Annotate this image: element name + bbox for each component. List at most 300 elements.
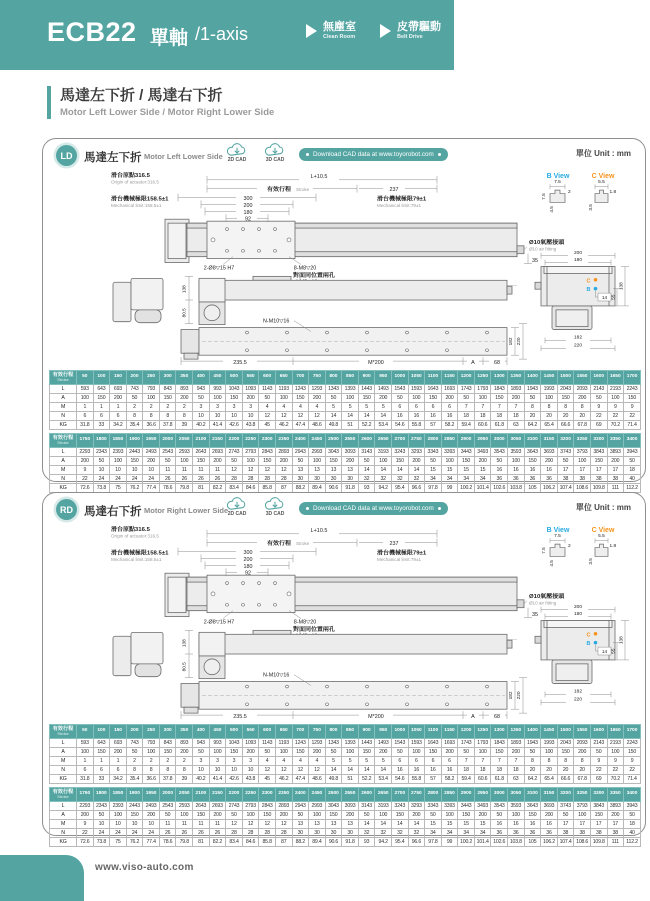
spec-cell: 4 — [259, 403, 276, 412]
spec-cell: 79.8 — [176, 838, 193, 847]
spec-cell: 50 — [226, 811, 243, 820]
spec-cell: 12 — [242, 820, 259, 829]
top-view-geometry — [165, 216, 524, 262]
spec-cell: 12 — [309, 766, 326, 775]
technical-drawing — [47, 520, 643, 722]
spec-cell: 34 — [441, 475, 458, 484]
stroke-table-1 — [49, 370, 641, 430]
spec-cell: 6 — [93, 766, 110, 775]
dim-200: 200 — [243, 202, 253, 209]
spec-cell: 200 — [342, 811, 359, 820]
spec-cell: 36 — [541, 829, 558, 838]
stroke-col-header: 3100 — [524, 434, 541, 448]
dim-m200: M*200 — [368, 714, 384, 721]
stroke-col-header: 1300 — [491, 725, 508, 739]
stroke-col-header: 2650 — [375, 788, 392, 802]
spec-cell: 30 — [292, 829, 309, 838]
stroke-col-header: 450 — [209, 371, 226, 385]
spec-cell: 6 — [441, 403, 458, 412]
panel-ld — [42, 138, 646, 491]
spec-cell: 10 — [110, 466, 127, 475]
spec-cell: 2493 — [143, 802, 160, 811]
end-dim-55: 55 — [611, 648, 617, 654]
stroke-col-header: 1400 — [524, 371, 541, 385]
spec-cell: 14 — [408, 820, 425, 829]
spec-cell: 100 — [309, 811, 326, 820]
spec-cell: 50 — [93, 457, 110, 466]
dim-35: 35 — [532, 612, 539, 619]
spec-cell: 7 — [474, 757, 491, 766]
spec-cell: 34 — [441, 829, 458, 838]
table-row — [50, 394, 641, 403]
row-label: KG — [50, 484, 77, 493]
spec-cell: 6 — [77, 766, 94, 775]
spec-cell: 593 — [77, 385, 94, 394]
row-label: L — [50, 448, 77, 457]
spec-cell: 200 — [607, 457, 624, 466]
spec-cell: 26 — [209, 829, 226, 838]
spec-cell: 32 — [375, 829, 392, 838]
table-row — [50, 403, 641, 412]
stroke-col-header: 150 — [110, 371, 127, 385]
dim-300: 300 — [243, 550, 253, 556]
row-label: A — [50, 457, 77, 466]
spec-cell: 18 — [491, 766, 508, 775]
spec-cell: 16 — [391, 766, 408, 775]
spec-cell: 16 — [524, 466, 541, 475]
spec-cell: 2 — [126, 757, 143, 766]
stroke-col-header: 1050 — [408, 371, 425, 385]
end-dim-55: 55 — [611, 294, 617, 300]
spec-cell: 6 — [425, 757, 442, 766]
stroke-col-header: 2350 — [275, 788, 292, 802]
spec-cell: 643 — [93, 385, 110, 394]
spec-cell: 16 — [541, 820, 558, 829]
spec-cell: 63 — [508, 421, 525, 430]
spec-cell: 3593 — [508, 448, 525, 457]
spec-cell: 17 — [607, 466, 624, 475]
spec-cell: 200 — [242, 394, 259, 403]
origin-label-en: Origin of actuator:316.5 — [111, 179, 159, 185]
spec-cell: 100 — [242, 811, 259, 820]
spec-cell: 5 — [375, 757, 392, 766]
b-width: 7.5 — [554, 534, 561, 540]
spec-cell: 200 — [408, 457, 425, 466]
spec-cell: 14 — [325, 412, 342, 421]
b-point-marker — [594, 641, 598, 645]
stroke-col-header: 3200 — [557, 788, 574, 802]
spec-cell: 8 — [541, 403, 558, 412]
spec-cell: 100 — [342, 748, 359, 757]
mech-limit-left-en: Mechanical limit:158.5±1 — [111, 202, 162, 208]
spec-cell: 57 — [425, 775, 442, 784]
footer-tab — [0, 855, 84, 901]
stroke-col-header: 2200 — [226, 434, 243, 448]
b-point-label: B — [586, 287, 591, 294]
end-dim-138: 138 — [619, 282, 625, 291]
spec-cell: 100.2 — [458, 484, 475, 493]
spec-cell: 38 — [607, 829, 624, 838]
spec-cell: 2093 — [574, 385, 591, 394]
spec-cell: 7 — [491, 757, 508, 766]
stroke-col-header: 2050 — [176, 788, 193, 802]
spec-cell: 150 — [159, 748, 176, 757]
origin-label-cjk: 滑台原點316.5 — [111, 172, 150, 179]
spec-cell: 28 — [226, 475, 243, 484]
spec-cell: 26 — [176, 829, 193, 838]
dim-180: 180 — [243, 209, 253, 216]
spec-cell: 50 — [458, 394, 475, 403]
spec-cell: 18 — [624, 820, 641, 829]
spec-cell: 2343 — [93, 802, 110, 811]
spec-cell: 1093 — [242, 739, 259, 748]
dim-220: 220 — [516, 337, 523, 346]
spec-cell: 1793 — [474, 385, 491, 394]
stroke-col-header: 2550 — [342, 434, 359, 448]
stroke-col-header: 2700 — [391, 434, 408, 448]
spec-cell: 96.6 — [408, 838, 425, 847]
spec-cell: 11 — [176, 820, 193, 829]
stroke-col-header: 3200 — [557, 434, 574, 448]
spec-cell: 78.6 — [159, 484, 176, 493]
spec-cell: 643 — [93, 739, 110, 748]
spec-cell: 3843 — [590, 448, 607, 457]
stroke-col-header: 2750 — [408, 434, 425, 448]
stroke-col-header: 700 — [292, 725, 309, 739]
spec-cell: 3643 — [524, 802, 541, 811]
spec-cell: 1343 — [325, 739, 342, 748]
spec-cell: 100 — [77, 748, 94, 757]
spec-cell: 42.6 — [226, 421, 243, 430]
spec-cell: 102.6 — [491, 838, 508, 847]
spec-cell: 100 — [110, 457, 127, 466]
end-dim-180: 180 — [574, 258, 582, 264]
m8-holes-label: 8-M8▽20 — [293, 619, 317, 626]
spec-cell: 51 — [342, 775, 359, 784]
end-dim-220: 220 — [574, 697, 582, 703]
spec-cell: 100 — [209, 394, 226, 403]
spec-cell: 50 — [358, 811, 375, 820]
spec-cell: 1243 — [292, 739, 309, 748]
spec-cell: 102.6 — [491, 484, 508, 493]
table-row — [50, 748, 641, 757]
spec-cell: 100 — [474, 394, 491, 403]
spec-cell: 5 — [325, 757, 342, 766]
spec-cell: 3243 — [391, 448, 408, 457]
spec-cell: 109.8 — [590, 838, 607, 847]
spec-cell: 15 — [458, 466, 475, 475]
spec-cell: 24 — [143, 829, 160, 838]
spec-cell: 75 — [110, 838, 127, 847]
side-view-geometry — [113, 630, 515, 713]
spec-cell: 37.8 — [159, 421, 176, 430]
spec-cell: 20 — [524, 412, 541, 421]
spec-cell: 14 — [358, 766, 375, 775]
spec-cell: 60.6 — [474, 421, 491, 430]
dim-237: 237 — [389, 541, 399, 548]
download-cad-button[interactable]: Download CAD data at www.toyorobot.com — [299, 148, 448, 161]
stroke-col-header: 1000 — [391, 371, 408, 385]
stroke-col-header: 1500 — [557, 371, 574, 385]
spec-cell: 16 — [408, 766, 425, 775]
spec-cell: 12 — [275, 766, 292, 775]
stroke-table-1 — [49, 724, 641, 784]
stroke-col-header: 1600 — [590, 371, 607, 385]
stroke-col-header: 1100 — [425, 371, 442, 385]
stroke-col-header: 2600 — [358, 788, 375, 802]
spec-cell: 200 — [143, 457, 160, 466]
top-view-geometry — [165, 570, 524, 616]
spec-cell: 4 — [259, 757, 276, 766]
spec-cell: 13 — [325, 466, 342, 475]
spec-cell: 4 — [309, 757, 326, 766]
spec-cell: 5 — [325, 403, 342, 412]
spec-cell: 26 — [159, 829, 176, 838]
stroke-col-header: 850 — [342, 725, 359, 739]
spec-cell: 2593 — [176, 802, 193, 811]
spec-cell: 36 — [524, 829, 541, 838]
spec-cell: 14 — [325, 766, 342, 775]
stroke-col-header: 950 — [375, 371, 392, 385]
spec-cell: 200 — [441, 394, 458, 403]
spec-cell: 20 — [574, 766, 591, 775]
spec-cell: 2693 — [209, 448, 226, 457]
spec-cell: 101.4 — [474, 484, 491, 493]
spec-cell: 99 — [441, 838, 458, 847]
spec-cell: 50 — [358, 457, 375, 466]
c-depth: 3.5 — [588, 204, 595, 211]
spec-cell: 150 — [491, 394, 508, 403]
spec-cell: 150 — [624, 394, 641, 403]
spec-cell: 18 — [474, 412, 491, 421]
spec-cell: 1043 — [226, 385, 243, 394]
spec-cell: 38 — [557, 829, 574, 838]
b-point-label: B — [586, 641, 591, 648]
spec-cell: 22 — [607, 412, 624, 421]
spec-cell: 83.4 — [226, 484, 243, 493]
stroke-col-header: 400 — [193, 371, 210, 385]
spec-cell: 9 — [607, 403, 624, 412]
spec-cell: 200 — [309, 394, 326, 403]
spec-cell: 36 — [491, 829, 508, 838]
stroke-col-header: 2400 — [292, 788, 309, 802]
spec-cell: 50 — [458, 748, 475, 757]
spec-cell: 12 — [226, 820, 243, 829]
spec-cell: 2193 — [607, 739, 624, 748]
spec-cell: 200 — [275, 457, 292, 466]
spec-cell: 50 — [557, 457, 574, 466]
m10-holes-label: N-M10▽16 — [263, 672, 290, 679]
spec-cell: 50 — [557, 811, 574, 820]
spec-cell: 42.6 — [226, 775, 243, 784]
spec-cell: 32 — [375, 475, 392, 484]
spec-cell: 150 — [458, 811, 475, 820]
spec-cell: 103.8 — [508, 838, 525, 847]
table-row — [50, 838, 641, 847]
spec-cell: 100 — [408, 748, 425, 757]
spec-cell: 10 — [126, 466, 143, 475]
spec-cell: 1143 — [259, 385, 276, 394]
spec-cell: 8 — [574, 403, 591, 412]
spec-cell: 12 — [259, 766, 276, 775]
spec-cell: 38 — [557, 475, 574, 484]
spec-cell: 2293 — [77, 448, 94, 457]
spec-cell: 46.2 — [275, 775, 292, 784]
row-label: N — [50, 475, 77, 484]
c-point-marker — [594, 632, 598, 636]
spec-cell: 150 — [292, 394, 309, 403]
spec-cell: 200 — [176, 394, 193, 403]
spec-cell: 101.4 — [474, 838, 491, 847]
spec-cell: 593 — [77, 739, 94, 748]
stroke-col-header: 2900 — [458, 434, 475, 448]
spec-cell: 2593 — [176, 448, 193, 457]
spec-cell: 693 — [110, 385, 127, 394]
spec-cell: 30 — [325, 829, 342, 838]
stroke-col-header: 3100 — [524, 788, 541, 802]
spec-cell: 11 — [209, 820, 226, 829]
spec-cell: 3 — [242, 403, 259, 412]
spec-cell: 1693 — [441, 739, 458, 748]
spec-cell: 79.8 — [176, 484, 193, 493]
spec-cell: 3893 — [607, 802, 624, 811]
spec-cell: 3943 — [624, 448, 641, 457]
spec-cell: 843 — [159, 739, 176, 748]
spec-cell: 150 — [126, 811, 143, 820]
row-label: KG — [50, 421, 77, 430]
stroke-col-header: 1450 — [541, 371, 558, 385]
spec-cell: 51 — [342, 421, 359, 430]
stroke-col-header: 3300 — [590, 434, 607, 448]
accent-bar — [47, 86, 51, 119]
spec-cell: 100 — [143, 394, 160, 403]
spec-cell: 16 — [491, 466, 508, 475]
spec-cell: 3543 — [491, 448, 508, 457]
spec-cell: 12 — [275, 412, 292, 421]
spec-cell: 22 — [77, 475, 94, 484]
spec-cell: 200 — [375, 394, 392, 403]
dim-182: 182 — [508, 337, 515, 346]
spec-cell: 93 — [358, 484, 375, 493]
spec-cell: 100 — [607, 748, 624, 757]
spec-cell: 14 — [358, 466, 375, 475]
spec-cell: 14 — [391, 466, 408, 475]
spec-cell: 1 — [110, 757, 127, 766]
spec-cell: 2493 — [143, 448, 160, 457]
spec-cell: 84.6 — [242, 838, 259, 847]
table-row — [50, 457, 641, 466]
table-row — [50, 475, 641, 484]
spec-cell: 200 — [77, 811, 94, 820]
stroke-col-header: 2400 — [292, 434, 309, 448]
spec-cell: 83.4 — [226, 838, 243, 847]
spec-cell: 91.8 — [342, 838, 359, 847]
product-type-cjk: 單軸 — [150, 28, 189, 49]
spec-cell: 14 — [375, 820, 392, 829]
spec-cell: 90.6 — [325, 484, 342, 493]
spec-cell: 2193 — [607, 385, 624, 394]
spec-cell: 11 — [193, 466, 210, 475]
spec-cell: 150 — [358, 394, 375, 403]
spec-cell: 3793 — [574, 802, 591, 811]
spec-cell: 61.8 — [491, 775, 508, 784]
spec-cell: 50 — [590, 394, 607, 403]
spec-cell: 1393 — [342, 739, 359, 748]
row-label: N — [50, 766, 77, 775]
spec-cell: 9 — [624, 757, 641, 766]
spec-cell: 150 — [590, 457, 607, 466]
spec-cell: 1993 — [541, 385, 558, 394]
product-type-en: /1-axis — [195, 24, 249, 44]
spec-cell: 100 — [574, 811, 591, 820]
feature-belt-drive: 皮帶驅動 Belt Drive — [380, 21, 441, 40]
b-view-label: B View — [546, 172, 570, 180]
stroke-col-header: 1050 — [408, 725, 425, 739]
spec-cell: 8 — [524, 403, 541, 412]
end-dim-138: 138 — [619, 636, 625, 645]
spec-cell: 18 — [508, 412, 525, 421]
spec-cell: 6 — [425, 403, 442, 412]
spec-cell: 1793 — [474, 739, 491, 748]
stroke-col-header: 300 — [159, 371, 176, 385]
spec-cell: 150 — [226, 748, 243, 757]
stroke-col-header: 2050 — [176, 434, 193, 448]
spec-cell: 14 — [375, 466, 392, 475]
stroke-col-header: 3000 — [491, 434, 508, 448]
spec-cell: 7 — [458, 403, 475, 412]
spec-cell: 200 — [574, 748, 591, 757]
spec-cell: 18 — [474, 766, 491, 775]
spec-cell: 1893 — [508, 739, 525, 748]
spec-cell: 65.4 — [541, 421, 558, 430]
dim-92: 92 — [244, 216, 252, 223]
stroke-col-header: 1200 — [458, 725, 475, 739]
stroke-header-label: 有效行程 Stroke — [50, 788, 77, 802]
spec-cell: 150 — [391, 811, 408, 820]
spec-cell: 10 — [226, 412, 243, 421]
spec-cell: 943 — [193, 739, 210, 748]
spec-cell: 14 — [408, 466, 425, 475]
spec-cell: 6 — [391, 757, 408, 766]
stroke-col-header: 800 — [325, 725, 342, 739]
spec-cell: 2643 — [193, 802, 210, 811]
spec-cell: 100 — [441, 457, 458, 466]
spec-cell: 150 — [358, 748, 375, 757]
row-label: L — [50, 739, 77, 748]
spec-cell: 13 — [342, 466, 359, 475]
spec-cell: 9 — [77, 466, 94, 475]
spec-cell: 12 — [259, 820, 276, 829]
download-cad-button[interactable]: Download CAD data at www.toyorobot.com — [299, 502, 448, 515]
spec-cell: 3293 — [408, 802, 425, 811]
spec-cell: 85.8 — [259, 484, 276, 493]
spec-cell: 10 — [143, 820, 160, 829]
stroke-col-header: 2100 — [193, 434, 210, 448]
spec-cell: 39 — [176, 775, 193, 784]
spec-cell: 85.8 — [259, 838, 276, 847]
spec-cell: 200 — [508, 748, 525, 757]
c-point-marker — [594, 278, 598, 282]
spec-cell: 8 — [574, 757, 591, 766]
stroke-col-header: 2500 — [325, 434, 342, 448]
stroke-header-label: 有效行程 Stroke — [50, 725, 77, 739]
spec-cell: 3093 — [342, 802, 359, 811]
spec-cell: 13 — [325, 820, 342, 829]
spec-cell: 47.4 — [292, 775, 309, 784]
spec-cell: 72.6 — [77, 484, 94, 493]
spec-cell: 30 — [309, 829, 326, 838]
stroke-col-header: 500 — [226, 725, 243, 739]
